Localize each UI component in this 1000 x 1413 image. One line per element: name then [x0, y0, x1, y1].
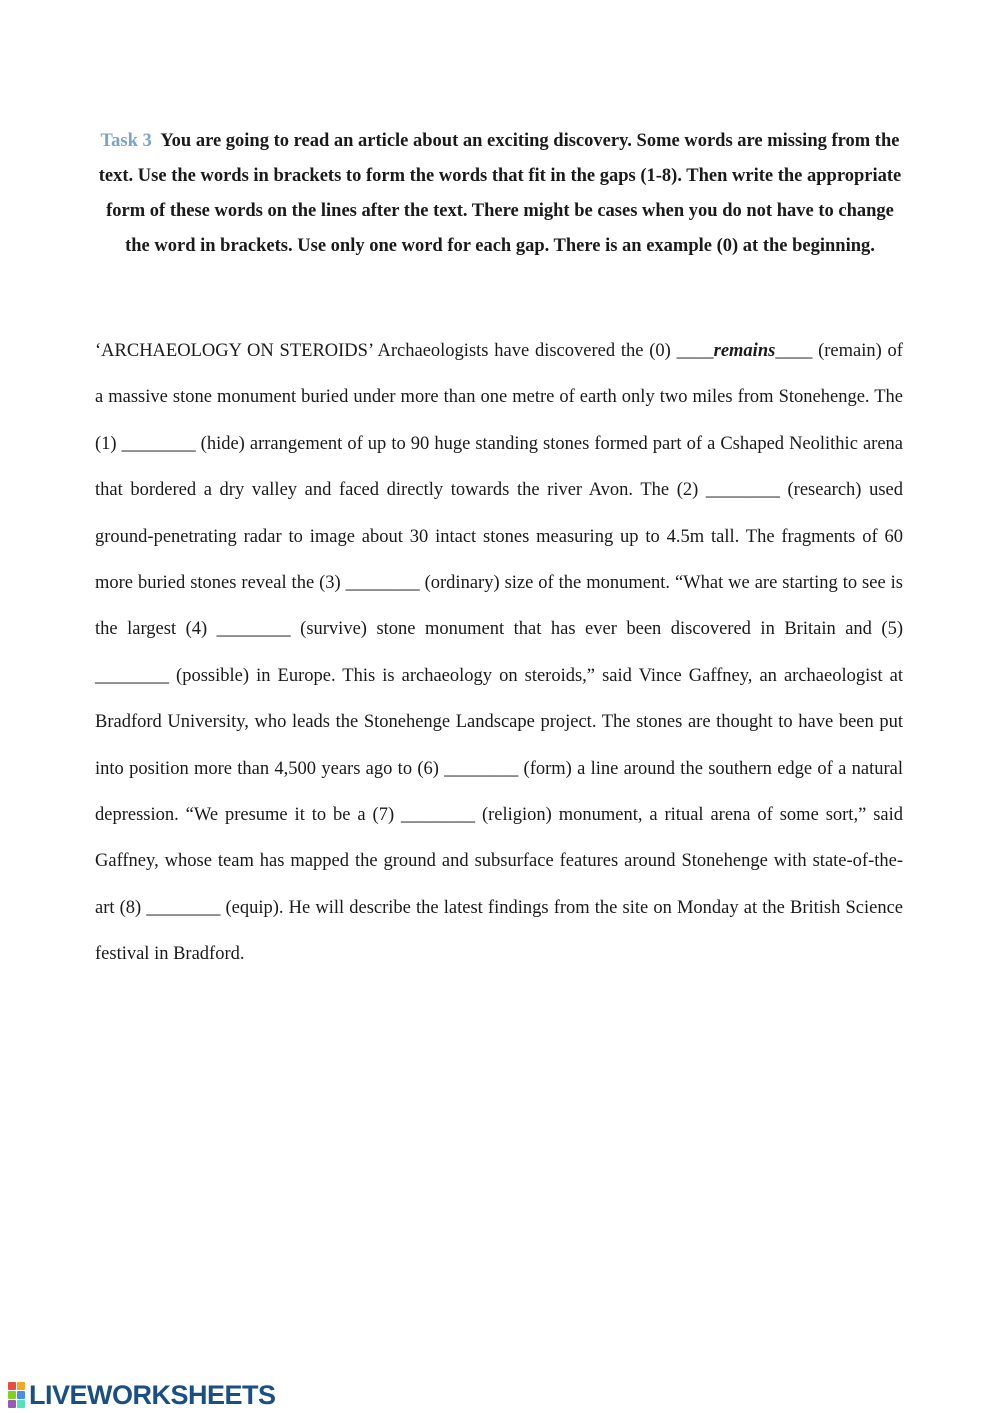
article-text	[95, 328, 903, 978]
task-instructions-text: You are going to read an article about an exciting discovery. Some words are missing from the text. Use the words in brackets to form the words that fit in the gaps (1-8). Then write the appropriate form of these words on the lines after the text. There might be cases when you do not have to change the word in brackets. Use only one word for each gap. There is an example (0) at the beginning.	[98, 131, 902, 256]
liveworksheets-logo[interactable]	[8, 1378, 276, 1412]
logo-text: LIVEWORKSHEETS	[29, 1379, 276, 1410]
example-answer: remains	[713, 341, 776, 361]
liveworksheets-logo-icon	[8, 1382, 25, 1408]
task-instructions	[95, 124, 905, 264]
article-text-start: ‘ARCHAEOLOGY ON STEROIDS’ Archaeologists have discovered the (0) ____	[95, 341, 714, 361]
task-label: Task 3	[100, 131, 152, 151]
article-text-rest: ____ (remain) of a massive stone monument buried under more than one metre of earth only two miles from Stonehenge. The (1) ________ (hide) arrangement of up to 90 huge standing stones formed part of a Cshaped Neolithic arena that bordered a dry valley and faced directly towards the river Avon. The (2) ________ (research) used ground-penetrating radar to image about 30 intact stones measuring up to 4.5m tall. The fragments of 60 more buried stones reveal the (3) ________ (ordinary) size of the monument. “What we are starting to see is the largest (4) ________ (survive) stone monument that has ever been discovered in Britain and (5) ________ (possible) in Europe. This is archaeology on steroids,” said Vince Gaffney, an archaeologist at Bradford University, who leads the Stonehenge Landscape project. The stones are thought to have been put into position more than 4,500 years ago to (6) ________ (form) a line around the southern edge of a natural depression. “We presume it to be a (7) ________ (religion) monument, a ritual arena of some sort,” said Gaffney, whose team has mapped the ground and subsurface features around Stonehenge with state-of-the-art (8) ________ (equip). He will describe the latest findings from the site on Monday at the British Science festival in Bradford.	[95, 341, 903, 965]
